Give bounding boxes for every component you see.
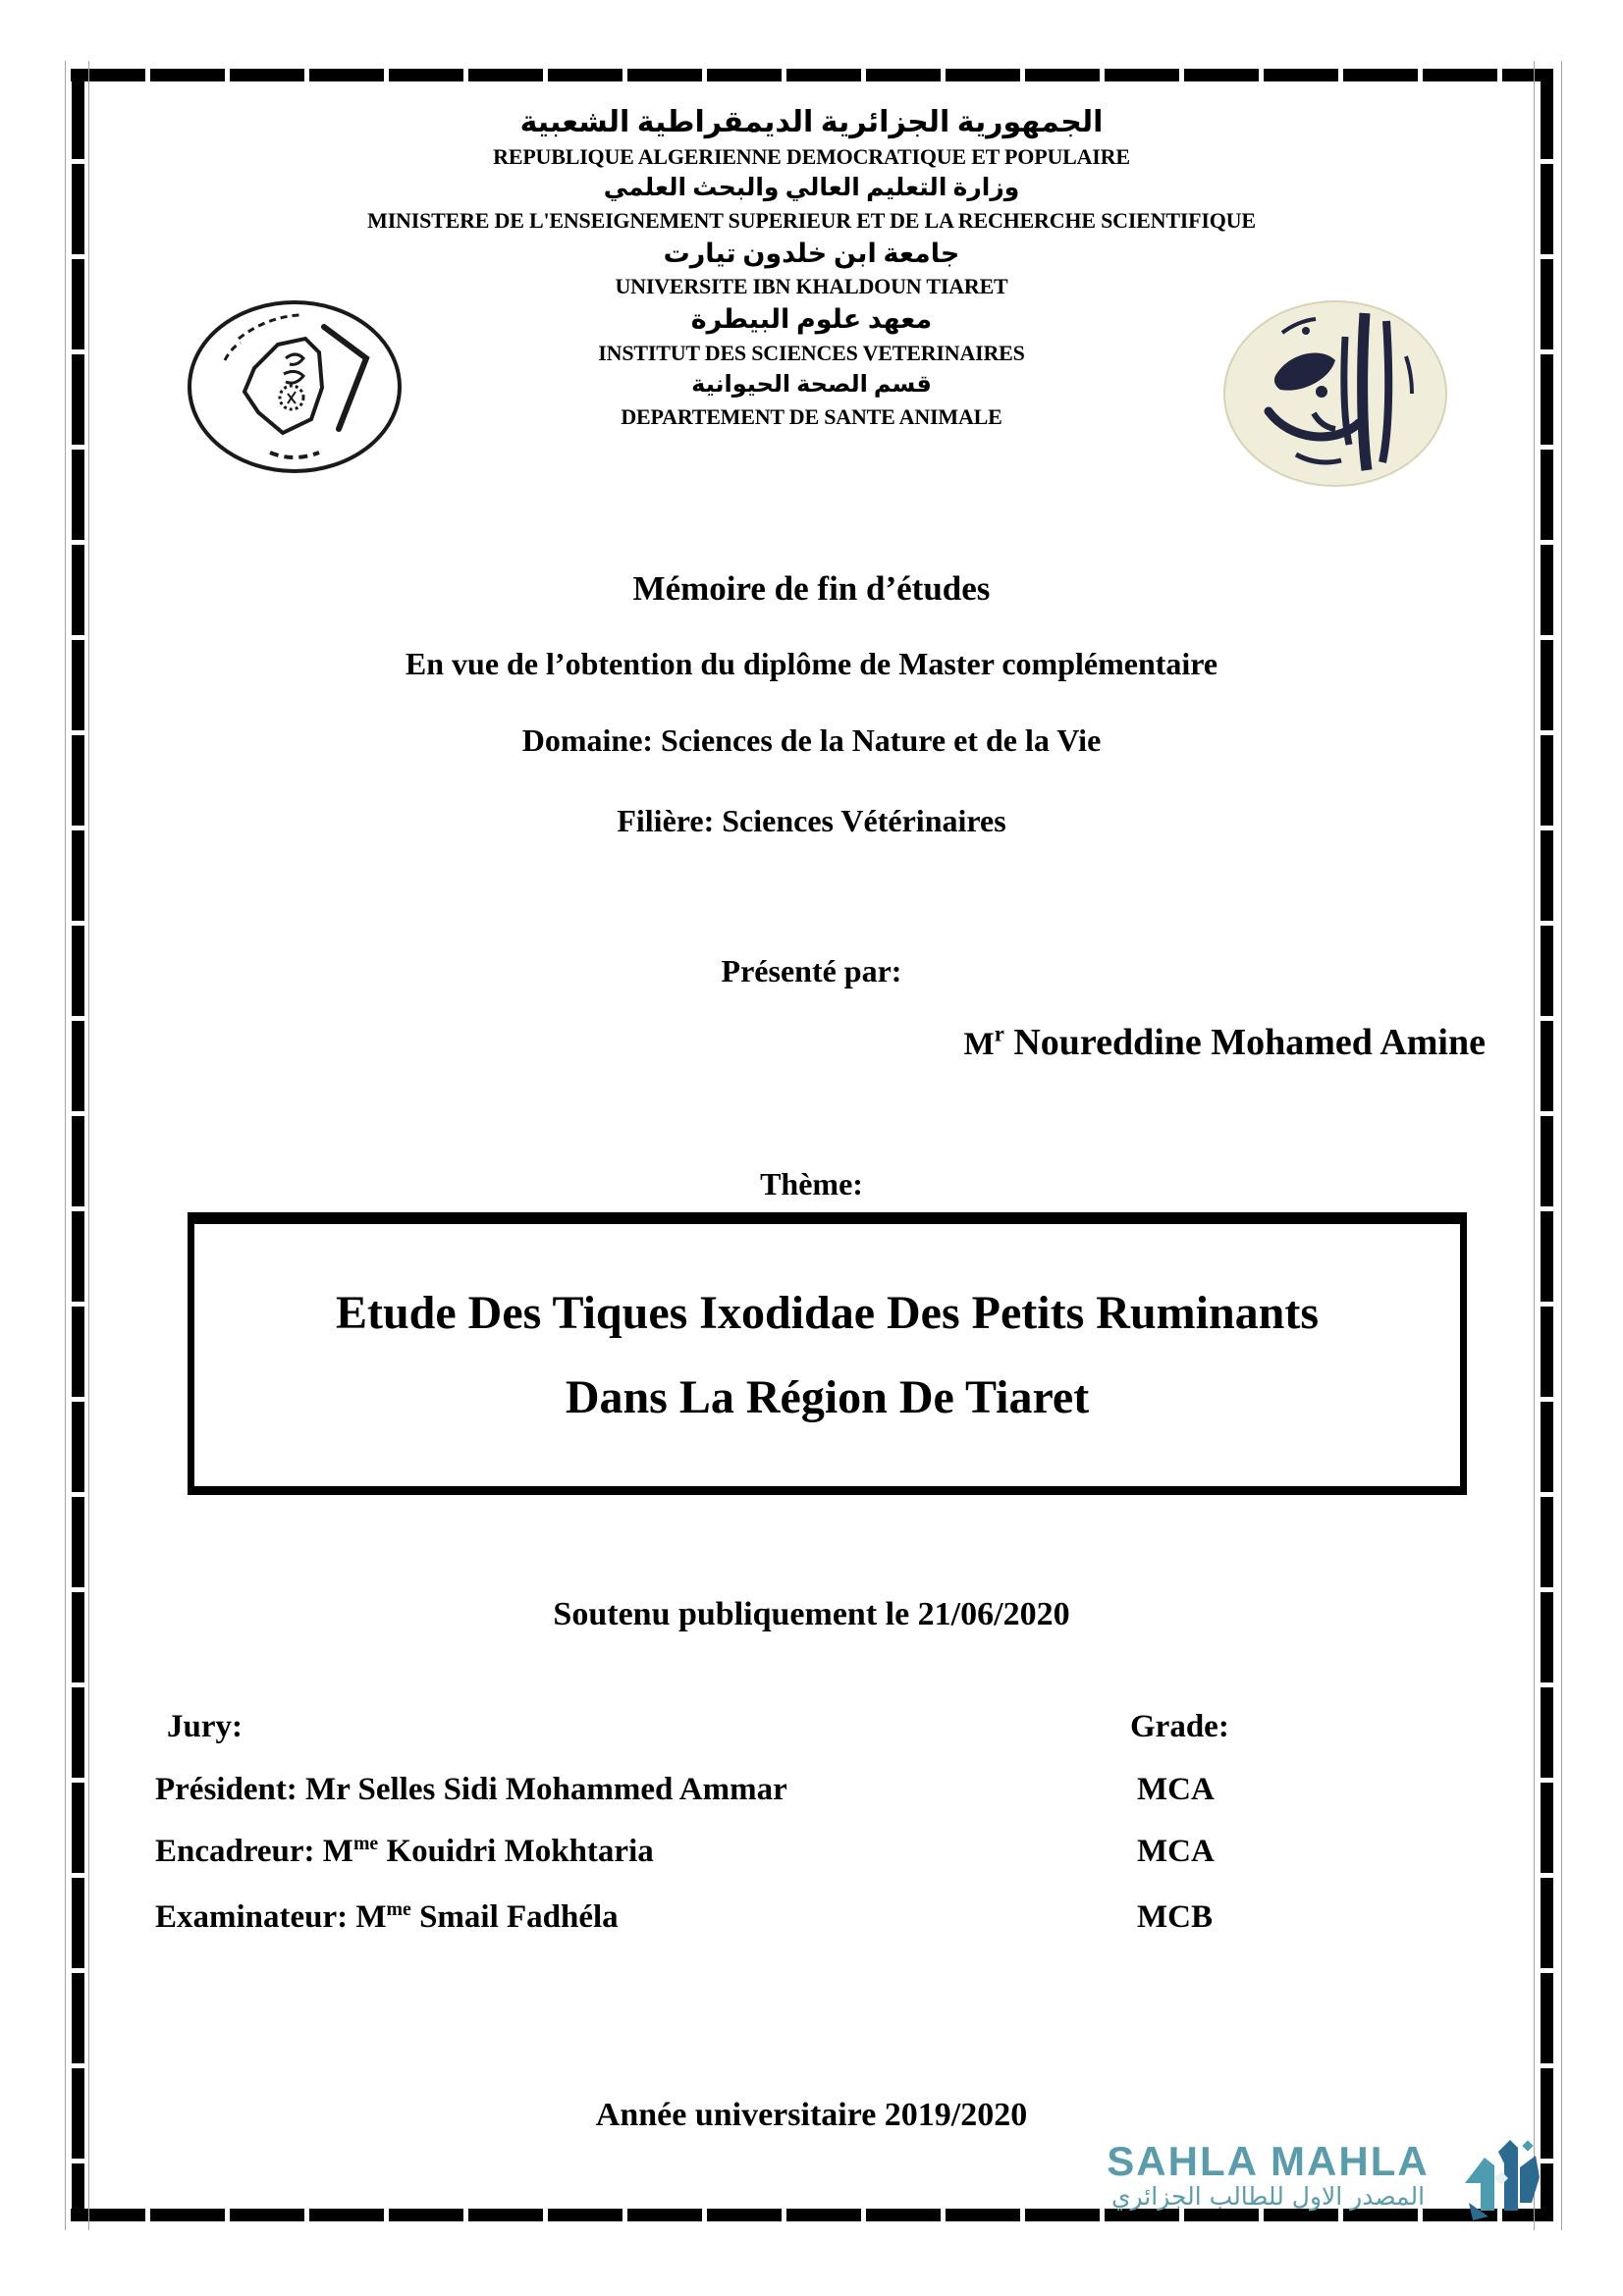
grade-label: Grade: xyxy=(1130,1709,1229,1744)
jury-role xyxy=(155,1899,619,1936)
diploma-objective: En vue de l’obtention du diplôme de Master complémentaire xyxy=(405,646,1218,681)
thesis-title-box xyxy=(188,1212,1467,1495)
republic-name-french: REPUBLIQUE ALGERIENNE DEMOCRATIQUE ET POPULAIRE xyxy=(493,144,1130,169)
author-title-superscript: r xyxy=(994,1021,1004,1046)
watermark xyxy=(1074,2138,1462,2213)
jury-grade: MCB xyxy=(1137,1899,1213,1935)
jury-role xyxy=(155,1834,654,1870)
calligraphy-seal-icon xyxy=(1219,297,1451,495)
ministry-name-french: MINISTERE DE L'ENSEIGNEMENT SUPERIEUR ET DE LA RECHERCHE SCIENTIFIQUE xyxy=(367,208,1256,233)
watermark-brand: SAHLA MAHLA xyxy=(1107,2138,1430,2184)
institute-name-arabic: معهد علوم البيطرة xyxy=(690,304,933,334)
university-seal-icon xyxy=(184,297,406,481)
jury-role-superscript: me xyxy=(352,1833,379,1854)
jury-label: Jury: xyxy=(167,1709,243,1744)
jury-grade: MCA xyxy=(1137,1772,1215,1807)
author-title: M xyxy=(963,1027,995,1062)
jury-role xyxy=(155,1772,787,1808)
page-border-left xyxy=(72,69,84,2221)
jury-role-name: Smail Fadhéla xyxy=(410,1899,619,1935)
jury-role-name: Kouidri Mokhtaria xyxy=(378,1834,654,1869)
page-border-top xyxy=(71,69,1553,81)
field-line: Filière: Sciences Vétérinaires xyxy=(617,803,1006,838)
domain-line: Domaine: Sciences de la Nature et de la Vie xyxy=(521,722,1102,758)
border-hairline xyxy=(65,61,66,2230)
university-name-arabic: جامعة ابن خلدون تيارت xyxy=(663,239,960,268)
watermark-tagline: المصدر الاول للطالب الجزائري xyxy=(1110,2182,1426,2211)
memoire-title: Mémoire de fin d’études xyxy=(632,569,991,608)
author-name xyxy=(84,1021,1486,1064)
defense-date-line: Soutenu publiquement le 21/06/2020 xyxy=(553,1596,1070,1632)
academic-year-line: Année universitaire 2019/2020 xyxy=(595,2097,1028,2133)
republic-name-arabic: الجمهورية الجزائرية الديمقراطية الشعبية xyxy=(519,106,1104,138)
thesis-title-line1: Etude Des Tiques Ixodidae Des Petits Ruminants xyxy=(335,1286,1320,1339)
jury-role-superscript: me xyxy=(386,1898,411,1920)
thesis-title-line2: Dans La Région De Tiaret xyxy=(565,1370,1090,1423)
department-name-arabic: قسم الصحة الحيوانية xyxy=(691,372,932,398)
university-name-french: UNIVERSITE IBN KHALDOUN TIARET xyxy=(615,274,1008,298)
jury-grade: MCA xyxy=(1137,1834,1215,1869)
watermark-logo-icon xyxy=(1459,2138,1542,2227)
author-fullname: Noureddine Mohamed Amine xyxy=(1003,1022,1486,1063)
theme-label: Thème: xyxy=(760,1166,863,1201)
jury-role-prefix: Encadreur: M xyxy=(155,1834,353,1869)
ministry-name-arabic: وزارة التعليم العالي والبحث العلمي xyxy=(603,175,1020,201)
department-name-french: DEPARTEMENT DE SANTE ANIMALE xyxy=(621,404,1002,429)
presented-by-label: Présenté par: xyxy=(721,953,902,988)
jury-role-prefix: Examinateur: M xyxy=(155,1899,387,1935)
border-hairline xyxy=(1561,61,1562,2230)
page-border-right xyxy=(1541,69,1553,2221)
jury-role-prefix: Président: Mr Selles Sidi Mohammed Ammar xyxy=(155,1772,787,1807)
institute-name-french: INSTITUT DES SCIENCES VETERINAIRES xyxy=(598,341,1025,365)
